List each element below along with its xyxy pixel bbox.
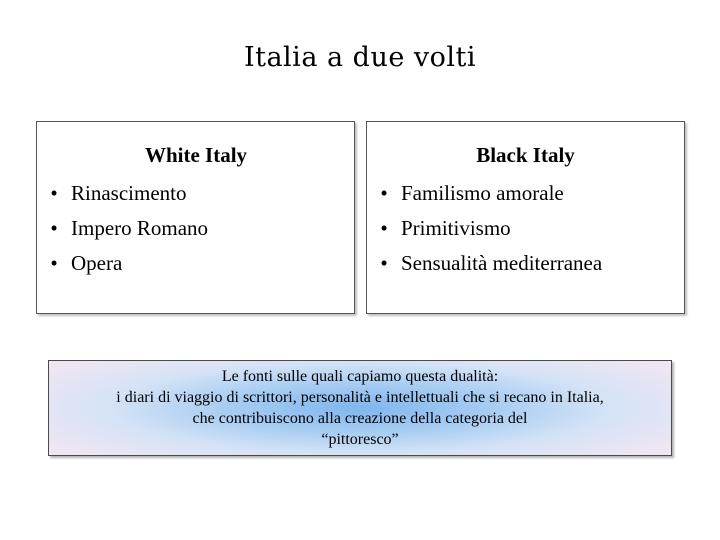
black-italy-box: [366, 121, 685, 314]
list-item-label: Rinascimento: [71, 181, 187, 205]
bullet-icon: •: [50, 251, 58, 275]
list-item: [375, 176, 602, 211]
bullet-icon: •: [50, 216, 58, 240]
note-line: Le fonti sulle quali capiamo questa dualità:: [221, 368, 499, 385]
black-italy-list: [375, 176, 602, 281]
list-item: [45, 211, 208, 246]
list-item-label: Familismo amorale: [401, 181, 564, 205]
slide-title: Italia a due volti: [243, 42, 477, 73]
list-item-label: Sensualità mediterranea: [401, 251, 603, 275]
white-italy-list: [45, 176, 208, 281]
bullet-icon: •: [380, 181, 388, 205]
list-item-label: Primitivismo: [401, 216, 511, 240]
white-italy-heading: White Italy: [144, 143, 248, 167]
black-italy-heading: Black Italy: [476, 143, 575, 167]
list-item: [375, 246, 602, 281]
list-item: [45, 176, 208, 211]
sources-note-box: [48, 360, 672, 456]
list-item-label: Opera: [71, 251, 123, 275]
list-item-label: Impero Romano: [71, 216, 209, 240]
list-item: [45, 246, 208, 281]
note-line: che contribuiscono alla creazione della categoria del: [192, 410, 528, 427]
bullet-icon: •: [380, 251, 388, 275]
note-line: i diari di viaggio di scrittori, personalità e intellettuali che si recano in Italia,: [116, 389, 604, 406]
bullet-icon: •: [50, 181, 58, 205]
white-italy-box: [36, 121, 355, 314]
bullet-icon: •: [380, 216, 388, 240]
note-line: “pittoresco”: [321, 431, 399, 448]
list-item: [375, 211, 602, 246]
